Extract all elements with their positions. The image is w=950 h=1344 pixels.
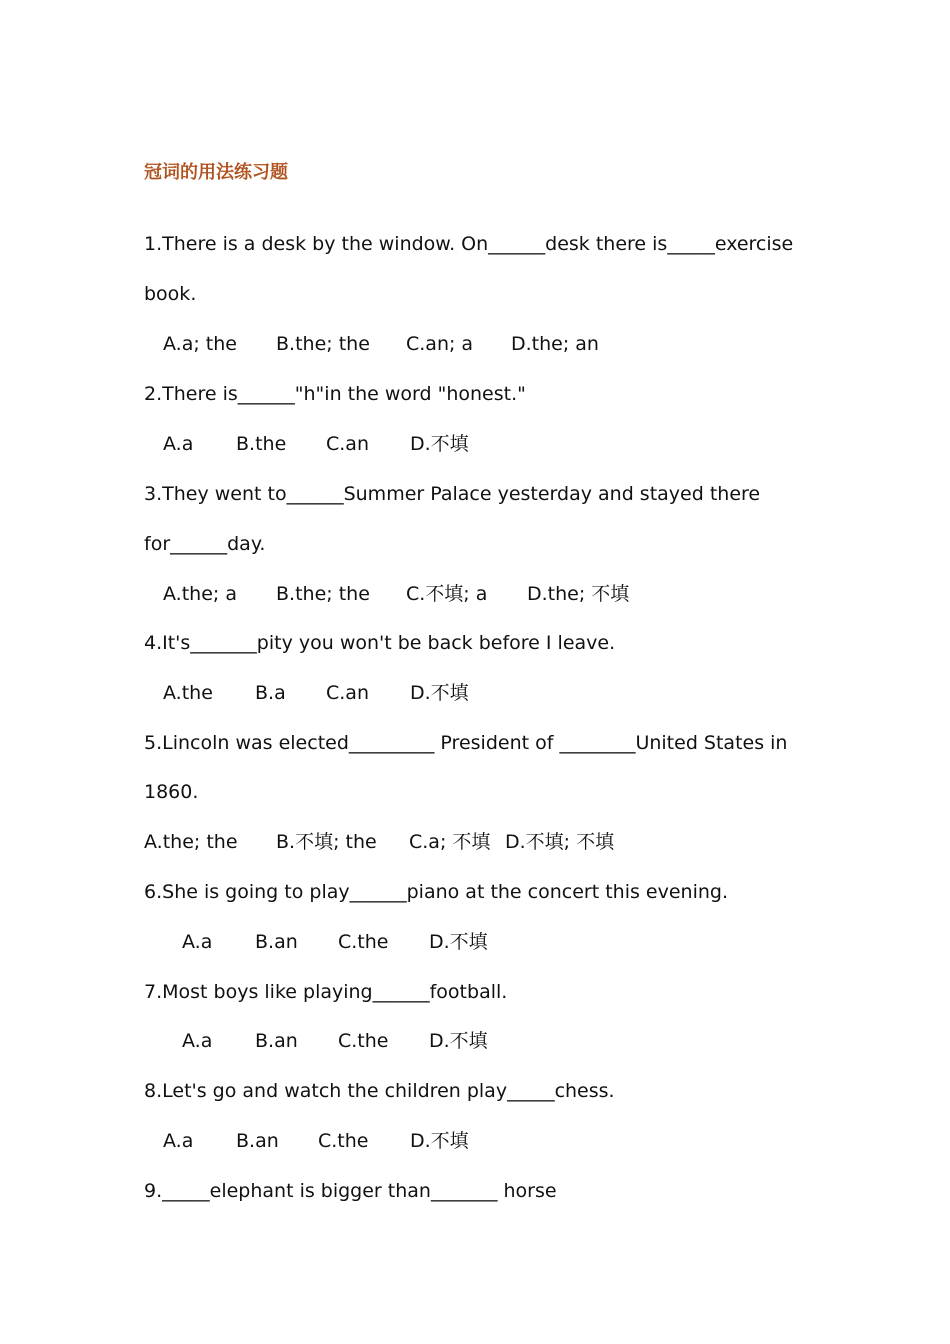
option-c: C.an; a [406,333,474,355]
option-c: C.an [326,682,369,704]
option-a: A.the; the [144,831,238,853]
option-b: B.the [236,433,287,455]
option-c: C.the [338,931,389,953]
option-b: B.不填; the [276,831,377,853]
option-a: A.the [163,682,213,704]
option-a: A.a [163,1130,194,1152]
option-b: B.the; the [276,583,370,605]
question-5-line-2: 1860. [144,781,199,803]
question-9-line-1: 9._____elephant is bigger than_______ horse [144,1180,557,1202]
question-6-line-1: 6.She is going to play______piano at the concert this evening. [144,881,729,903]
option-b: B.an [255,1030,298,1052]
option-d: D.the; 不填 [527,583,630,605]
option-b: B.a [255,682,286,704]
option-b: B.an [255,931,298,953]
option-a: A.the; a [163,583,237,605]
option-d: D.the; an [511,333,599,355]
option-d: D.不填 [410,682,469,704]
option-c: C.a; 不填 [409,831,491,853]
question-4-line-1: 4.It's_______pity you won't be back before I leave. [144,632,616,654]
option-b: B.the; the [276,333,370,355]
question-2-line-1: 2.There is______"h"in the word "honest." [144,383,526,405]
option-d: D.不填 [429,1030,488,1052]
question-5-line-1: 5.Lincoln was elected_________ President of ________United States in [144,732,788,754]
option-d: D.不填; 不填 [505,831,615,853]
option-d: D.不填 [410,1130,469,1152]
option-c: C.an [326,433,369,455]
question-3-line-2: for______day. [144,533,266,555]
option-a: A.a [163,433,194,455]
option-d: D.不填 [410,433,469,455]
option-c: C.不填; a [406,583,488,605]
option-d: D.不填 [429,931,488,953]
option-a: A.a [182,1030,213,1052]
question-1-line-1: 1.There is a desk by the window. On______desk there is_____exercise [144,233,794,255]
question-1-line-2: book. [144,283,197,305]
question-8-line-1: 8.Let's go and watch the children play_____chess. [144,1080,615,1102]
option-b: B.an [236,1130,279,1152]
option-c: C.the [318,1130,369,1152]
question-3-line-1: 3.They went to______Summer Palace yesterday and stayed there [144,483,761,505]
question-7-line-1: 7.Most boys like playing______football. [144,981,508,1003]
option-a: A.a [182,931,213,953]
option-c: C.the [338,1030,389,1052]
option-a: A.a; the [163,333,237,355]
page-title: 冠词的用法练习题 [144,162,288,183]
